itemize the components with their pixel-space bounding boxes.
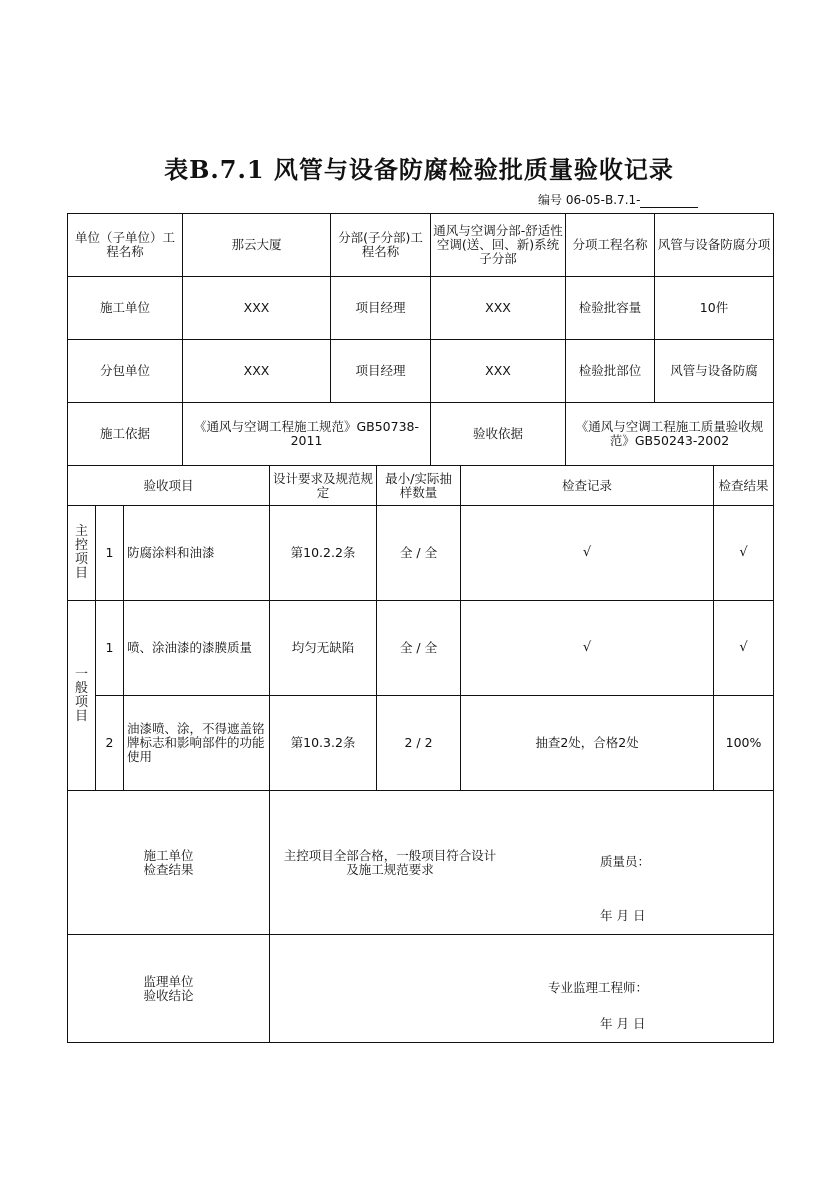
inspection-label-text: 施工单位检查结果 xyxy=(143,847,194,877)
inspection-date: 年 月 日 xyxy=(600,908,646,923)
row-name: 喷、涂油漆的漆膜质量 xyxy=(124,601,270,696)
row-spec: 第10.3.2条 xyxy=(270,696,377,791)
row-name: 油漆喷、涂，不得遮盖铭牌标志和影响部件的功能使用 xyxy=(124,696,270,791)
subitem-value: 风管与设备防腐分项 xyxy=(655,214,774,277)
pm2-value: XXX xyxy=(431,340,566,403)
contractor-label: 施工单位 xyxy=(68,277,183,340)
subitem-label: 分项工程名称 xyxy=(566,214,655,277)
row-result[interactable]: 100% xyxy=(714,696,774,791)
subcontractor-value: XXX xyxy=(183,340,331,403)
division-value: 通风与空调分部-舒适性空调(送、回、新)系统子分部 xyxy=(431,214,566,277)
pm2-label: 项目经理 xyxy=(331,340,431,403)
table-row xyxy=(68,696,774,791)
row-no: 1 xyxy=(96,506,124,601)
quality-officer-label: 质量员： xyxy=(600,854,651,869)
row-sample: 全 / 全 xyxy=(377,601,461,696)
unit-label: 单位（子单位）工程名称 xyxy=(68,214,183,277)
row-record[interactable]: √ xyxy=(461,601,714,696)
unit-value: 那云大厦 xyxy=(183,214,331,277)
form-number-blank[interactable] xyxy=(640,194,698,208)
col-design: 设计要求及规范规定 xyxy=(270,466,377,506)
supervision-box[interactable] xyxy=(270,935,774,1043)
row-result[interactable]: √ xyxy=(714,601,774,696)
general-label: 一般项目 xyxy=(75,666,89,724)
col-result: 检查结果 xyxy=(714,466,774,506)
inspection-text: 主控项目全部合格，一般项目符合设计及施工规范要求 xyxy=(283,848,497,877)
row-no: 2 xyxy=(96,696,124,791)
division-label: 分部(子分部)工程名称 xyxy=(331,214,431,277)
form-number-label: 编号 06-05-B.7.1- xyxy=(538,193,641,207)
capacity-value: 10件 xyxy=(655,277,774,340)
capacity-label: 检验批容量 xyxy=(566,277,655,340)
col-item: 验收项目 xyxy=(68,466,270,506)
row-sample: 全 / 全 xyxy=(377,506,461,601)
header-table xyxy=(67,213,774,466)
table-row xyxy=(68,506,774,601)
row-result[interactable]: √ xyxy=(714,506,774,601)
row-record[interactable]: √ xyxy=(461,506,714,601)
row-spec: 第10.2.2条 xyxy=(270,506,377,601)
part-label: 检验批部位 xyxy=(566,340,655,403)
row-name: 防腐涂料和油漆 xyxy=(124,506,270,601)
basis-value: 《通风与空调工程施工规范》GB50738-2011 xyxy=(183,403,431,466)
acceptance-value: 《通风与空调工程施工质量验收规范》GB50243-2002 xyxy=(566,403,774,466)
row-no: 1 xyxy=(96,601,124,696)
form-number xyxy=(538,191,698,208)
table-row xyxy=(68,601,774,696)
part-value: 风管与设备防腐 xyxy=(655,340,774,403)
subcontractor-label: 分包单位 xyxy=(68,340,183,403)
row-sample: 2 / 2 xyxy=(377,696,461,791)
page-title: 表B.7.1 风管与设备防腐检验批质量验收记录 xyxy=(164,155,674,184)
supervision-date: 年 月 日 xyxy=(600,1016,646,1031)
supervisor-label: 专业监理工程师： xyxy=(548,980,649,995)
pm-value: XXX xyxy=(431,277,566,340)
basis-label: 施工依据 xyxy=(68,403,183,466)
acceptance-label: 验收依据 xyxy=(431,403,566,466)
supervision-label-text: 监理单位验收结论 xyxy=(143,973,194,1003)
main-control-label: 主控项目 xyxy=(75,524,89,581)
col-record: 检查记录 xyxy=(461,466,714,506)
supervision-label xyxy=(68,935,270,1043)
col-sample: 最小/实际抽样数量 xyxy=(377,466,461,506)
items-table xyxy=(67,465,774,1043)
inspection-label xyxy=(68,791,270,935)
row-record[interactable]: 抽查2处，合格2处 xyxy=(461,696,714,791)
contractor-value: XXX xyxy=(183,277,331,340)
inspection-box[interactable] xyxy=(270,791,774,935)
pm-label: 项目经理 xyxy=(331,277,431,340)
row-spec: 均匀无缺陷 xyxy=(270,601,377,696)
